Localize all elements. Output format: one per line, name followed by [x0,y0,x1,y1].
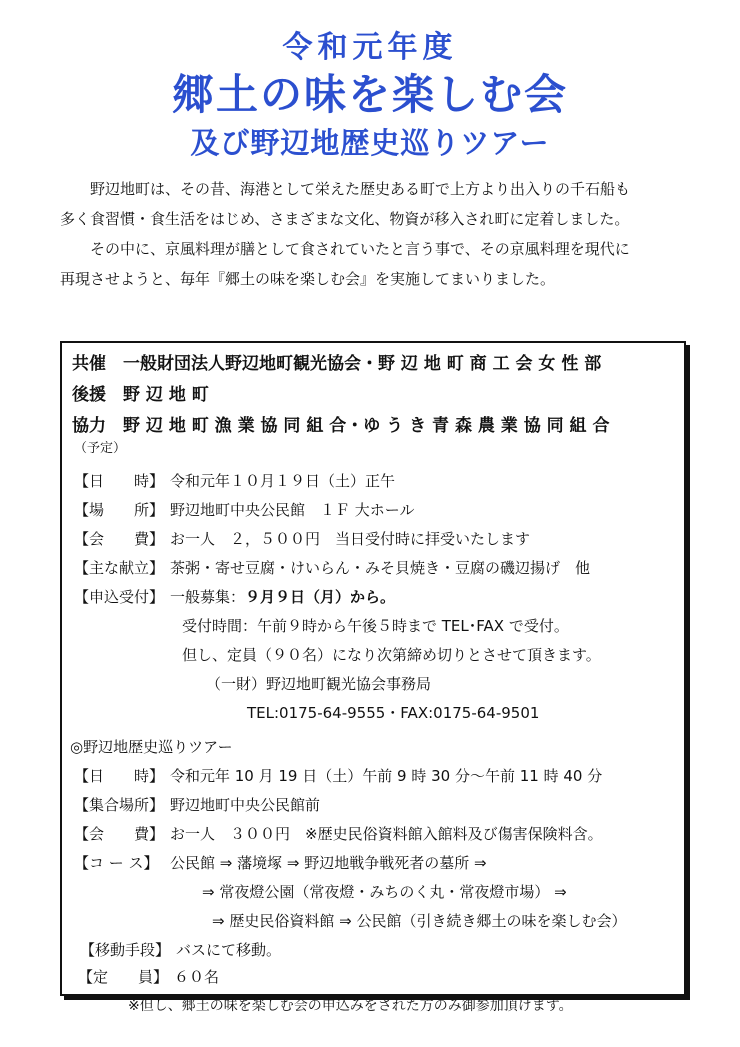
organizer-host: 共催 一般財団法人野辺地町観光協会・野 辺 地 町 商 工 会 女 性 部 [72,354,602,374]
tour-course-2: ⇒ 常夜燈公園（常夜燈・みちのく丸・常夜燈市場） ⇒ [202,883,567,901]
tour-transport-row [80,939,281,960]
tour-fee: お一人 ３００円 ※歴史民俗資料館入館料及び傷害保険料含。 [170,825,603,843]
title-main: 郷土の味を楽しむ会 [171,70,568,119]
intro-text [60,174,700,294]
event-office: （一財）野辺地町観光協会事務局 [206,675,432,693]
tour-course-1: 公民館 ⇒ 藩境塚 ⇒ 野辺地戦争戦死者の墓所 ⇒ [170,854,487,872]
title-year: 令和元年度 [282,30,458,65]
event-fee-label: 【会 費】 [74,530,165,548]
intro-p1-line2: 多く食習慣・食生活をはじめ、さまざまな文化、物資が移入され町に定着しました。 [60,210,630,228]
event-apply-row [74,586,395,607]
event-menu-row [74,557,590,578]
event-date: 令和元年１０月１９日（土）正午 [170,472,396,490]
tour-capacity: ６０名 [174,968,220,986]
event-menu-label: 【主な献立】 [74,559,165,577]
tour-fee-label: 【会 費】 [74,825,165,843]
event-date-row [74,470,395,491]
tour-course-3: ⇒ 歴史民俗資料館 ⇒ 公民館（引き続き郷土の味を楽しむ会） [212,912,627,930]
tour-capacity-label: 【定 員】 [78,968,169,986]
intro-p1-line1: 野辺地町は、その昔、海港として栄えた歴史ある町で上方より出入りの千石船も [90,180,631,198]
event-fee-row [74,528,530,549]
event-place-label: 【場 所】 [74,501,165,519]
tour-heading: ◎野辺地歴史巡りツアー [70,738,233,756]
title-sub: 及び野辺地歴史巡りツアー [190,126,550,160]
tour-meet-label: 【集合場所】 [74,796,165,814]
tour-date-row [74,765,602,786]
event-apply-prefix: 一般募集： [170,588,246,606]
event-date-label: 【日 時】 [74,472,165,490]
tour-transport: バスにて移動。 [176,941,282,959]
tour-note: ※但し、郷土の味を楽しむ会の申込みをされた方のみ御参加頂けます。 [128,998,573,1014]
organizer-coop: 協力 野 辺 地 町 漁 業 協 同 組 合・ゆ う き 青 森 農 業 協 同 組 合 [72,416,610,436]
event-fee: お一人 ２，５００円 当日受付時に拝受いたします [170,530,531,548]
tour-capacity-row [78,966,219,987]
event-menu: 茶粥・寄せ豆腐・けいらん・みそ貝焼き・豆腐の磯辺揚げ 他 [170,559,591,577]
organizer-support: 後援 野 辺 地 町 [72,385,209,405]
event-hours: 受付時間：午前９時から午後５時まで TEL･FAX で受付。 [182,617,569,635]
tour-course-label: 【コ ー ス】 [74,854,159,872]
tour-fee-row [74,823,603,844]
tour-meet-row [74,794,320,815]
event-details-box [60,341,686,996]
tour-transport-label: 【移動手段】 [80,941,171,959]
event-contact: TEL:0175-64-9555・FAX:0175-64-9501 [247,704,540,722]
tour-course-row [74,852,487,873]
event-place-row [74,499,414,520]
tour-date: 令和元年 10 月 19 日（土）午前 9 時 30 分～午前 11 時 40 分 [170,767,603,785]
intro-p2-line1: その中に、京風料理が膳として食されていたと言う事で、その京風料理を現代に [90,240,630,258]
event-place: 野辺地町中央公民館 １Ｆ 大ホール [170,501,415,519]
event-apply-label: 【申込受付】 [74,588,165,606]
event-limit: 但し、定員（９０名）になり次第締め切りとさせて頂きます。 [182,646,601,664]
tour-date-label: 【日 時】 [74,767,165,785]
event-apply-date: ９月９日（月）から。 [245,588,396,606]
organizer-tentative: （予定） [74,441,127,456]
intro-p2-line2: 再現させようと、毎年『郷土の味を楽しむ会』を実施してまいりました。 [60,270,556,288]
tour-meet: 野辺地町中央公民館前 [170,796,321,814]
